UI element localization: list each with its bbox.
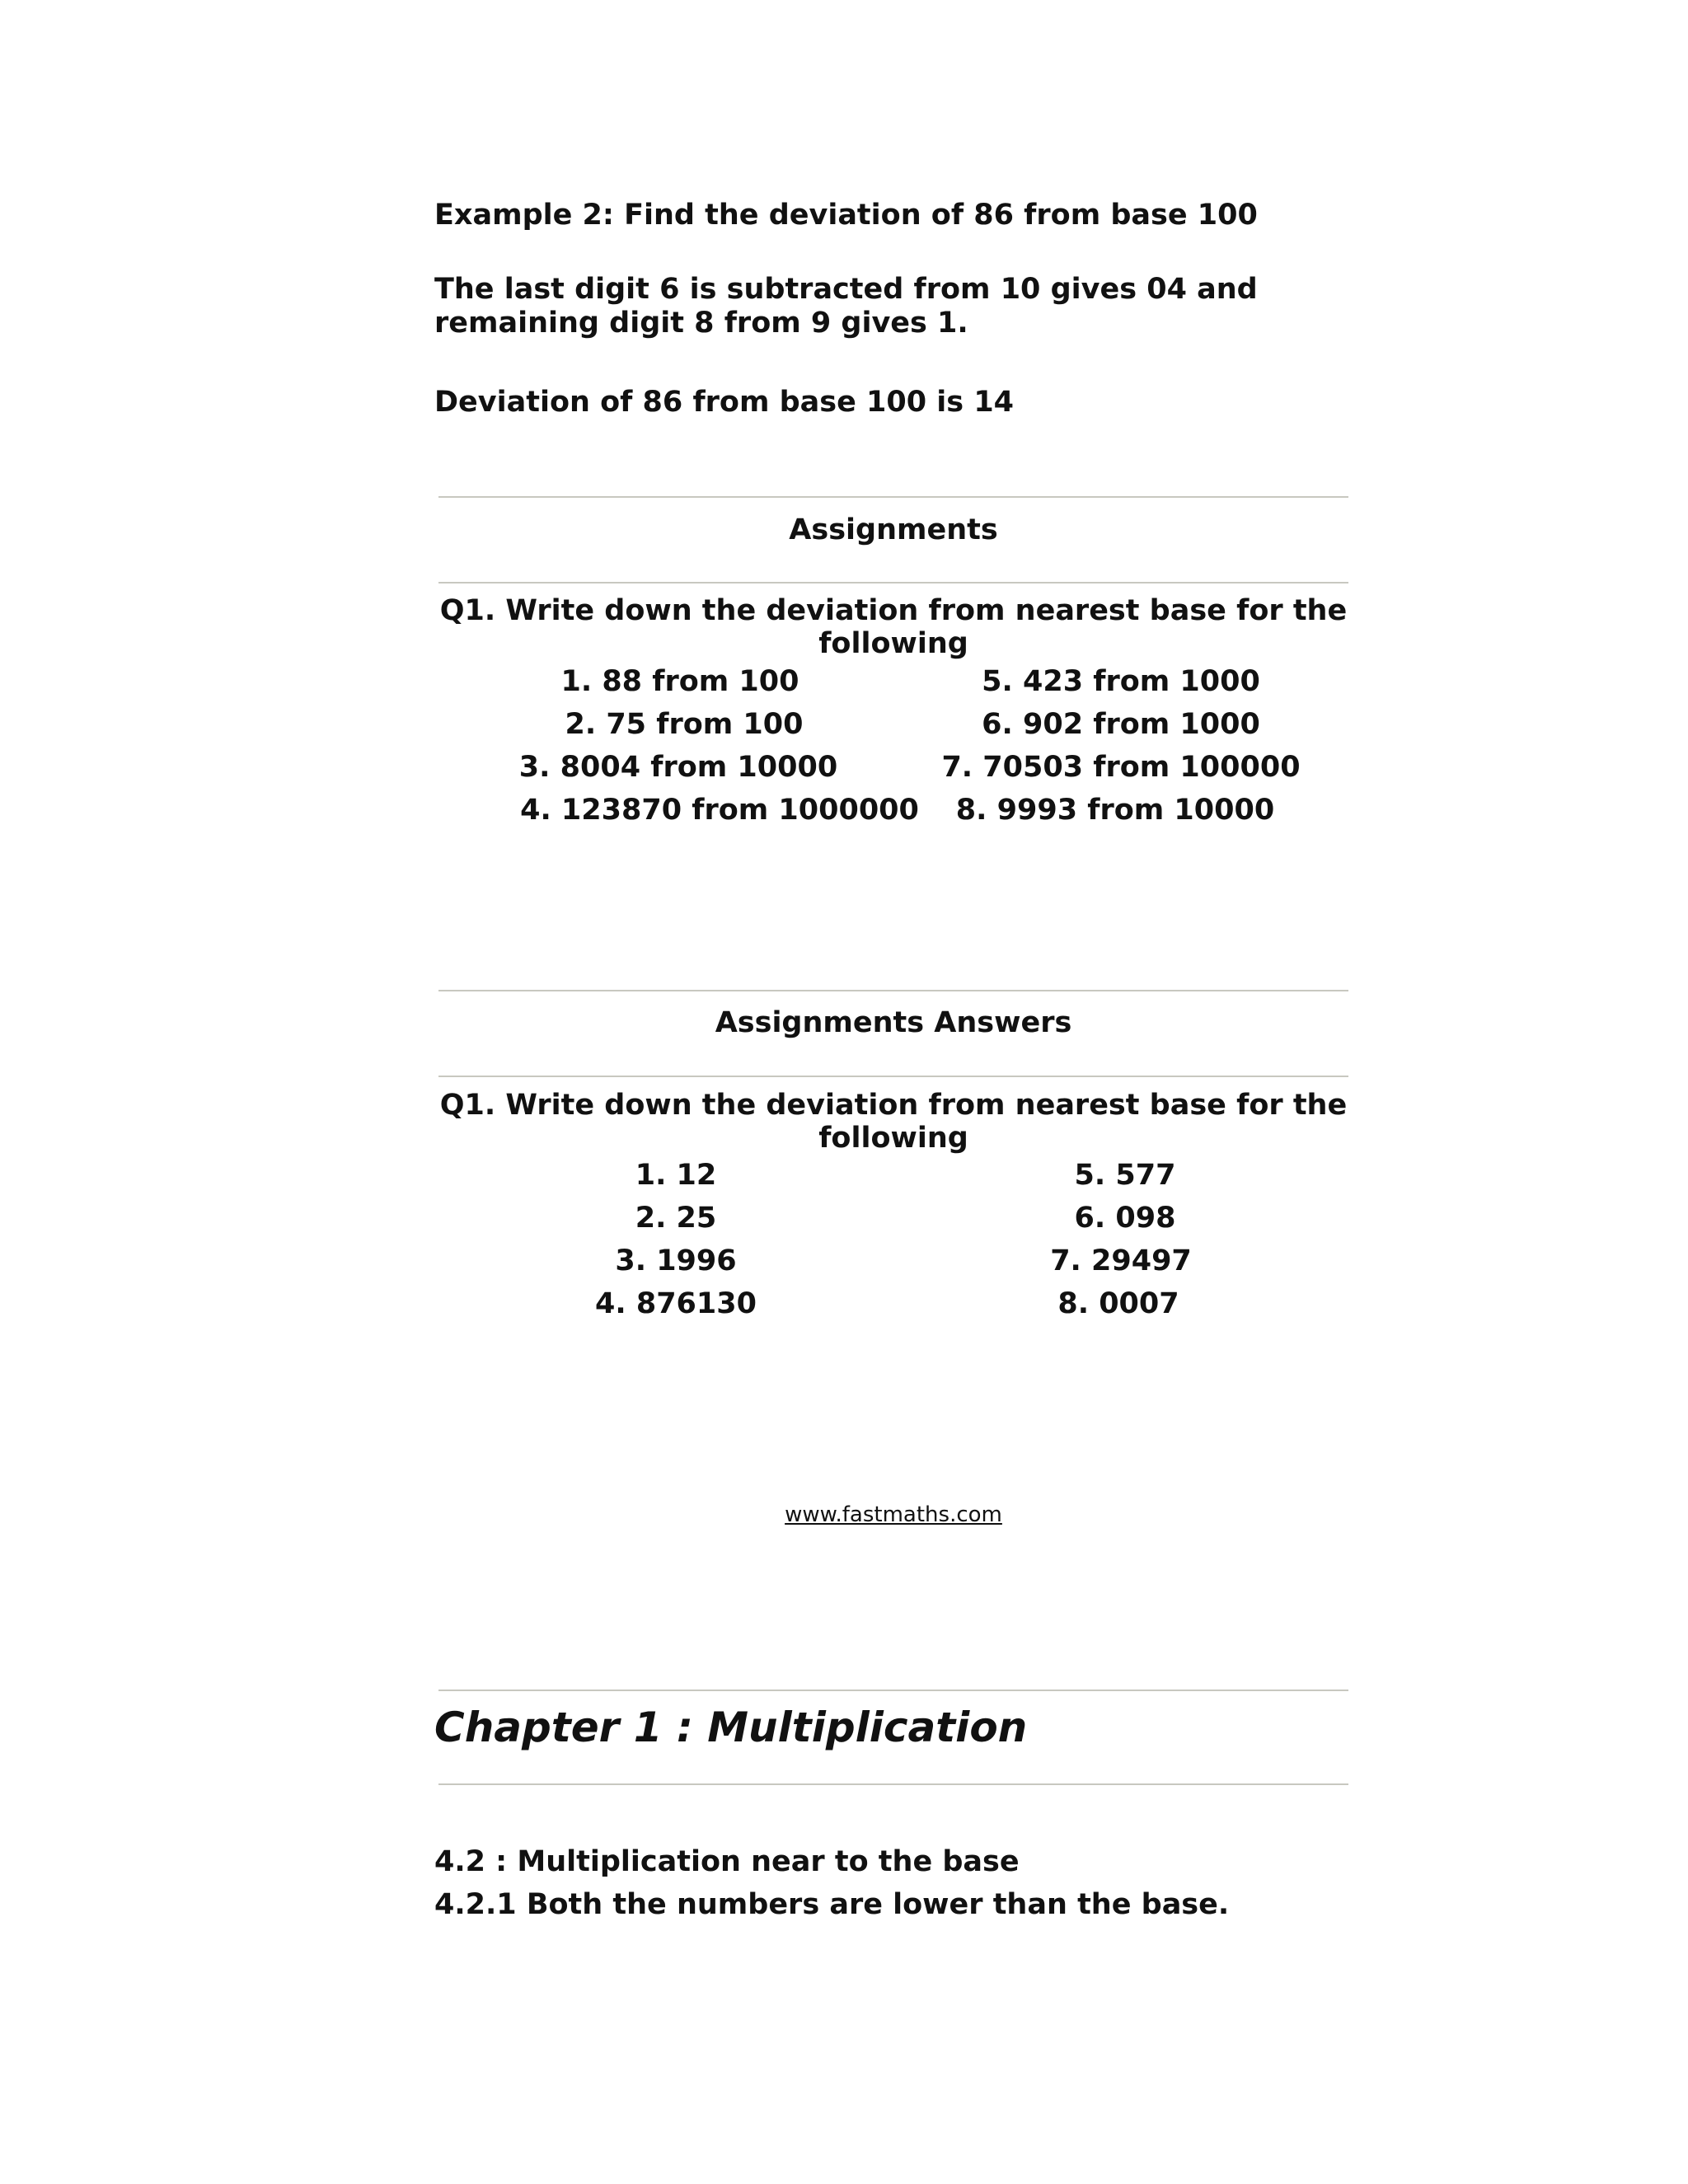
list-item: 5. 577 <box>1074 1159 1176 1192</box>
list-item: 1. 12 <box>635 1159 717 1192</box>
assignments-title: Assignments <box>789 513 998 546</box>
divider <box>438 582 1348 583</box>
list-item: 8. 0007 <box>1057 1287 1179 1320</box>
list-item: 7. 70503 from 100000 <box>941 751 1301 784</box>
example-explanation-line-2: remaining digit 8 from 9 gives 1. <box>434 307 968 340</box>
fastmaths-link[interactable]: www.fastmaths.com <box>785 1502 1002 1527</box>
list-item: 8. 9993 from 10000 <box>955 794 1275 827</box>
list-item: 2. 25 <box>635 1202 717 1235</box>
section-heading: 4.2 : Multiplication near to the base <box>434 1845 1020 1878</box>
answers-question-line-2: following <box>818 1122 968 1155</box>
list-item: 4. 123870 from 1000000 <box>520 794 919 827</box>
subsection-heading: 4.2.1 Both the numbers are lower than the base. <box>434 1888 1230 1921</box>
list-item: 2. 75 from 100 <box>565 708 804 741</box>
divider <box>438 1690 1348 1691</box>
chapter-title: Chapter 1 : Multiplication <box>434 1704 1028 1751</box>
example-explanation-line-1: The last digit 6 is subtracted from 10 gives 04 and <box>434 273 1258 306</box>
example-heading: Example 2: Find the deviation of 86 from base 100 <box>434 199 1258 232</box>
divider <box>438 1076 1348 1077</box>
answers-question-line-1: Q1. Write down the deviation from nearest base for the <box>439 1089 1348 1122</box>
assignments-question-line-2: following <box>818 627 968 660</box>
list-item: 3. 8004 from 10000 <box>518 751 838 784</box>
divider <box>438 496 1348 498</box>
example-result: Deviation of 86 from base 100 is 14 <box>434 386 1015 419</box>
list-item: 1. 88 from 100 <box>560 665 799 698</box>
list-item: 7. 29497 <box>1050 1244 1192 1277</box>
assignments-question-line-1: Q1. Write down the deviation from nearest base for the <box>439 594 1348 627</box>
divider <box>438 990 1348 991</box>
list-item: 6. 902 from 1000 <box>982 708 1260 741</box>
divider <box>438 1783 1348 1785</box>
list-item: 5. 423 from 1000 <box>982 665 1260 698</box>
list-item: 6. 098 <box>1074 1202 1176 1235</box>
list-item: 4. 876130 <box>595 1287 757 1320</box>
list-item: 3. 1996 <box>615 1244 737 1277</box>
answers-title: Assignments Answers <box>715 1006 1072 1039</box>
